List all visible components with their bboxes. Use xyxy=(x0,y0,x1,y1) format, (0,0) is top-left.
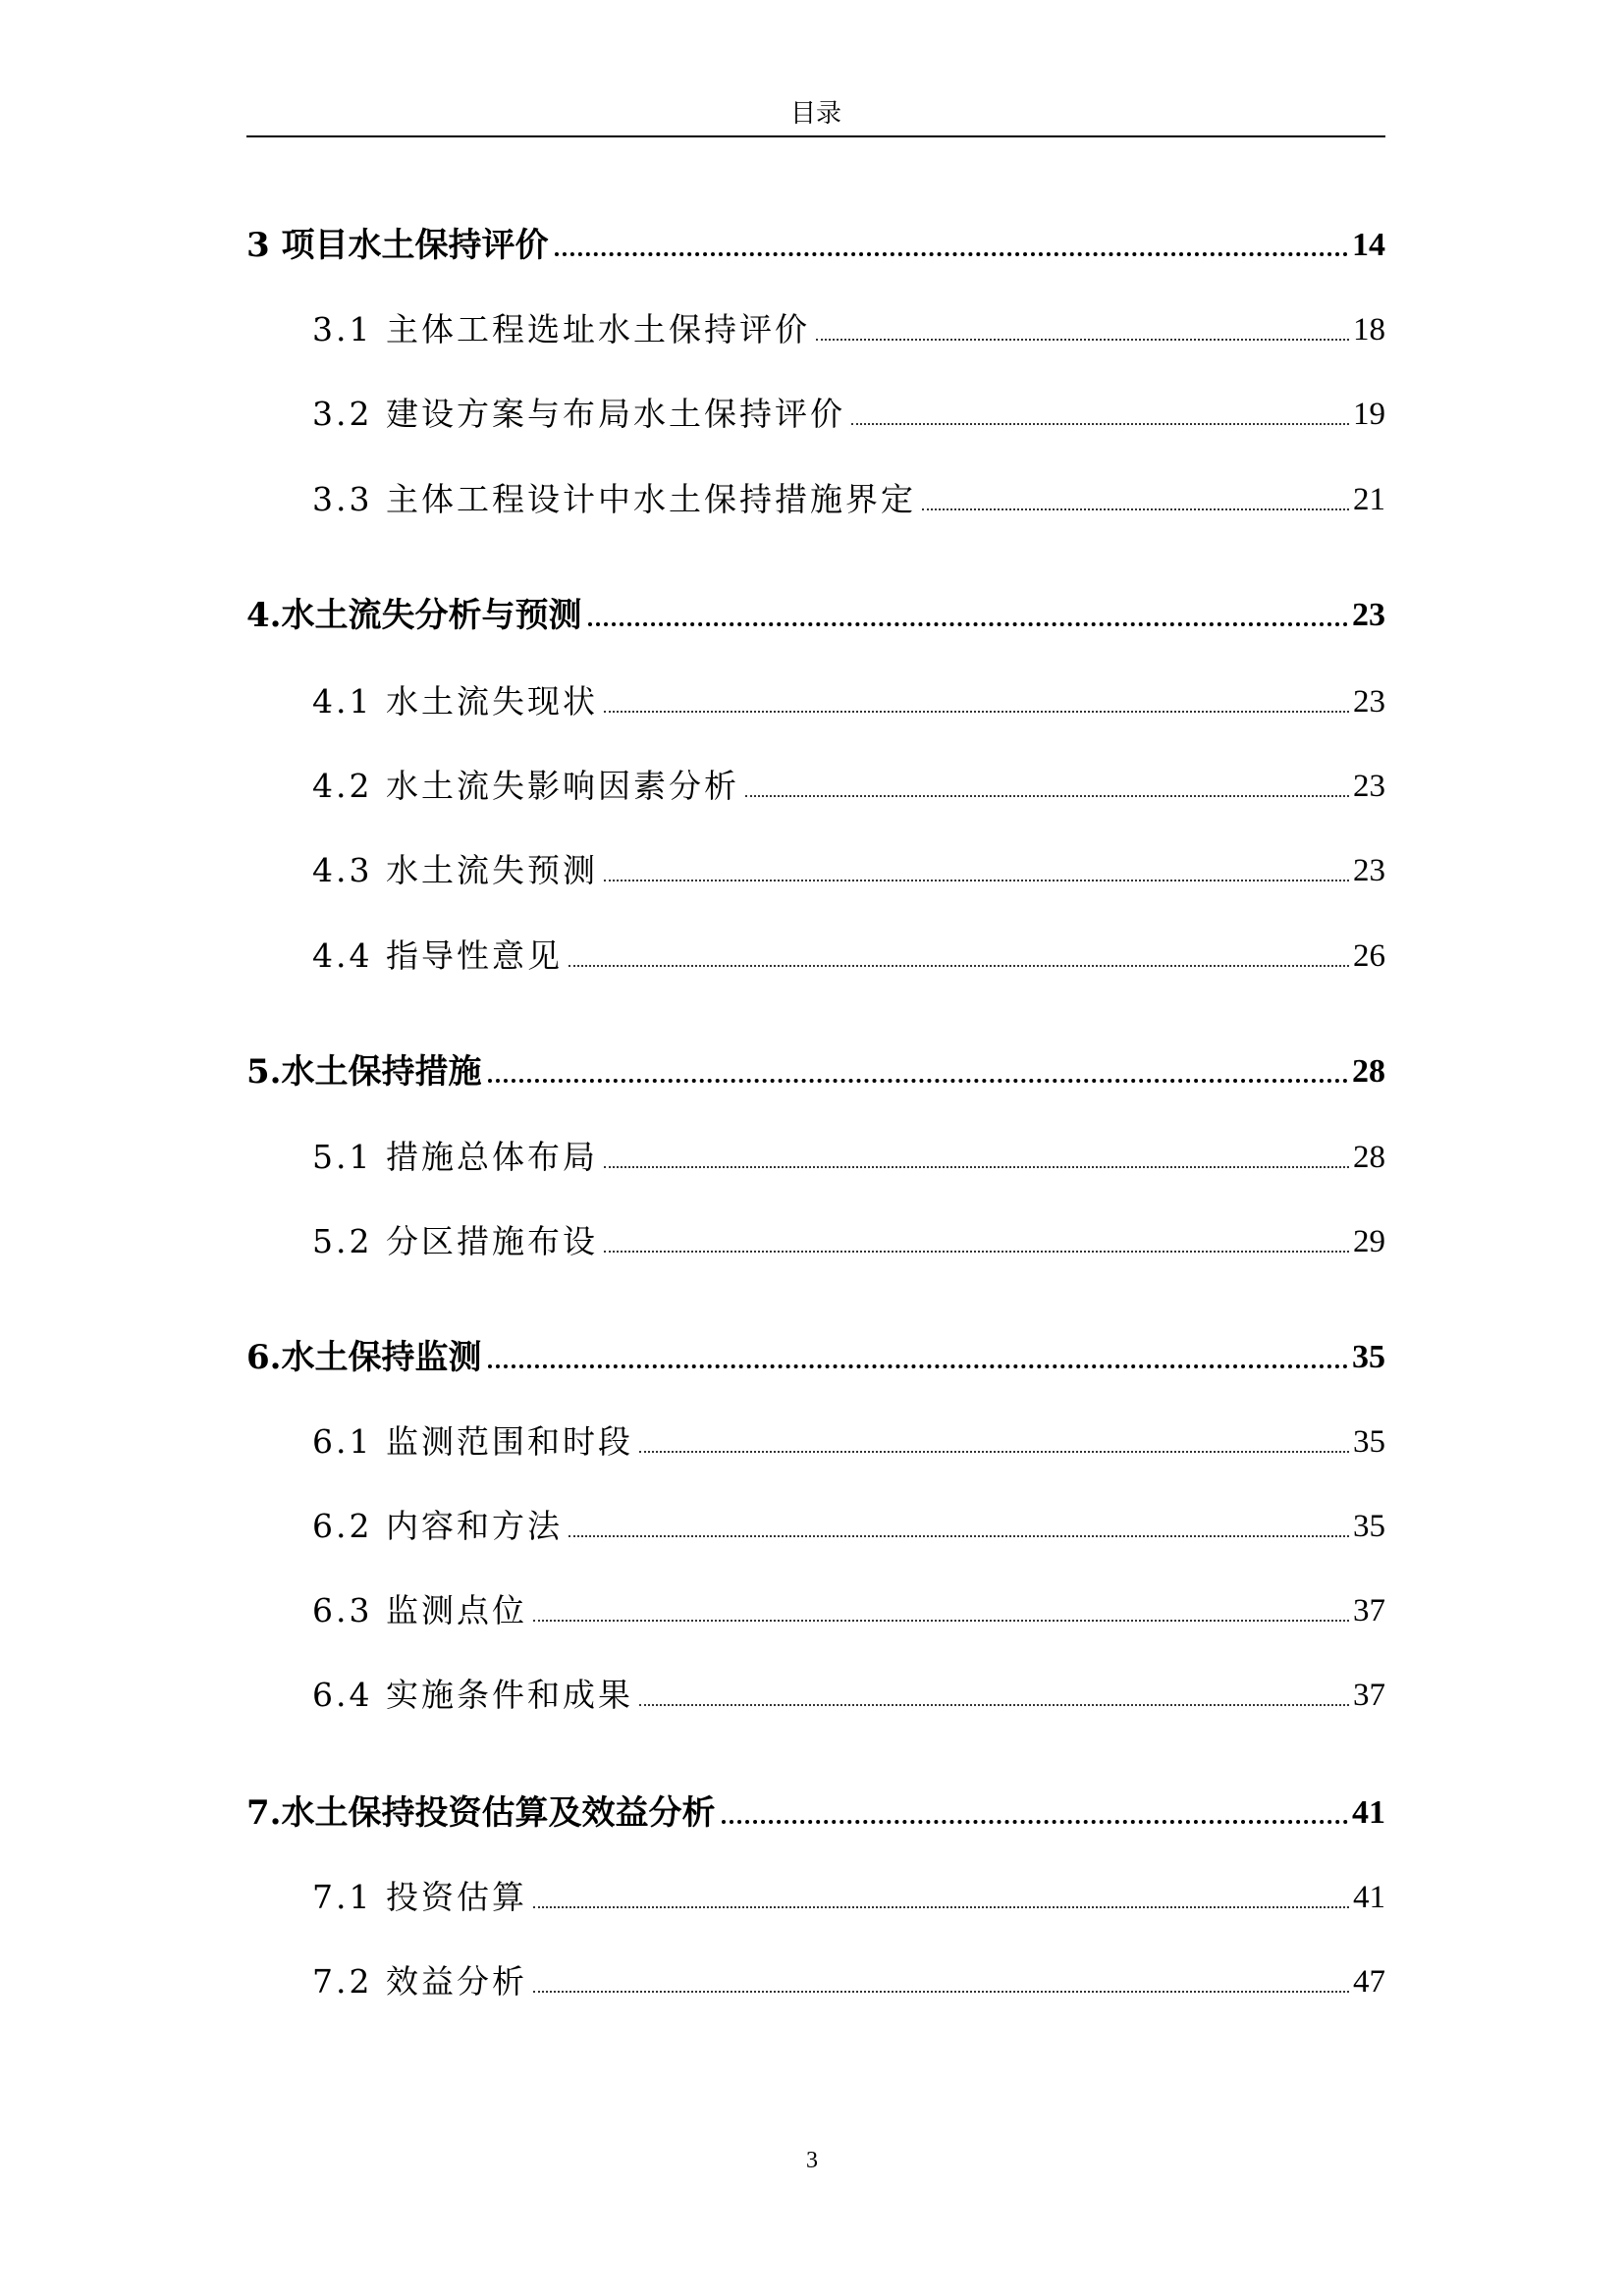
toc-entry-page-number: 23 xyxy=(1352,597,1385,633)
toc-entry-title: 6.4 实施条件和成果 xyxy=(312,1676,633,1714)
toc-entry-page-number: 41 xyxy=(1353,1880,1385,1915)
toc-entry-page-number: 35 xyxy=(1353,1424,1385,1460)
toc-dot-leader xyxy=(639,1451,1349,1453)
toc-dot-leader xyxy=(488,1079,1349,1083)
toc-entry-page-number: 28 xyxy=(1353,1140,1385,1175)
toc-entry-title: 6.2 内容和方法 xyxy=(312,1507,563,1545)
toc-section-entry[interactable] xyxy=(246,1212,1385,1261)
toc-dot-leader xyxy=(604,1166,1349,1168)
toc-entry-title: 7.2 效益分析 xyxy=(312,1962,527,2001)
toc-section-entry[interactable] xyxy=(246,470,1385,519)
toc-entry-page-number: 23 xyxy=(1353,769,1385,804)
toc-dot-leader xyxy=(588,622,1349,626)
toc-section-entry[interactable] xyxy=(246,300,1385,349)
toc-entry-title: 7.水土保持投资估算及效益分析 xyxy=(246,1793,716,1833)
toc-dot-leader xyxy=(568,1535,1349,1537)
toc-chapter-entry[interactable] xyxy=(246,1328,1385,1377)
toc-entry-page-number: 23 xyxy=(1353,853,1385,888)
toc-entry-page-number: 26 xyxy=(1353,938,1385,974)
toc-dot-leader xyxy=(533,1906,1349,1908)
toc-entry-page-number: 37 xyxy=(1353,1678,1385,1713)
toc-entry-title: 6.1 监测范围和时段 xyxy=(312,1422,633,1461)
toc-entry-page-number: 47 xyxy=(1353,1964,1385,2000)
toc-section-entry[interactable] xyxy=(246,672,1385,721)
toc-section-entry[interactable] xyxy=(246,1413,1385,1462)
toc-entry-title: 4.2 水土流失影响因素分析 xyxy=(312,767,739,805)
toc-entry-title: 4.水土流失分析与预测 xyxy=(246,596,582,635)
toc-section-entry[interactable] xyxy=(246,1666,1385,1715)
toc-entry-title: 3.2 建设方案与布局水土保持评价 xyxy=(312,395,845,433)
toc-section-entry[interactable] xyxy=(246,841,1385,890)
toc-dot-leader xyxy=(816,339,1349,341)
toc-entry-title: 4.1 水土流失现状 xyxy=(312,682,598,721)
toc-entry-page-number: 35 xyxy=(1353,1509,1385,1544)
toc-chapter-entry[interactable] xyxy=(246,216,1385,265)
toc-dot-leader xyxy=(533,1620,1349,1622)
toc-entry-title: 3 项目水土保持评价 xyxy=(246,226,549,265)
toc-entry-title: 5.1 措施总体布局 xyxy=(312,1138,598,1176)
toc-entry-title: 6.3 监测点位 xyxy=(312,1591,527,1629)
toc-chapter-entry[interactable] xyxy=(246,1784,1385,1833)
toc-entry-title: 6.水土保持监测 xyxy=(246,1338,482,1377)
page-number: 3 xyxy=(806,2148,818,2173)
toc-dot-leader xyxy=(922,508,1349,510)
header-rule xyxy=(246,135,1385,137)
running-header-title: 目录 xyxy=(789,99,841,129)
toc-entry-title: 4.4 指导性意见 xyxy=(312,936,563,975)
toc-section-entry[interactable] xyxy=(246,1868,1385,1917)
toc-chapter-entry[interactable] xyxy=(246,586,1385,635)
toc-dot-leader xyxy=(604,880,1349,881)
toc-section-entry[interactable] xyxy=(246,927,1385,976)
toc-section-entry[interactable] xyxy=(246,1952,1385,2002)
toc-entry-title: 3.1 主体工程选址水土保持评价 xyxy=(312,310,810,348)
toc-dot-leader xyxy=(745,795,1349,797)
toc-dot-leader xyxy=(722,1820,1349,1824)
toc-entry-page-number: 41 xyxy=(1352,1794,1385,1831)
toc-section-entry[interactable] xyxy=(246,757,1385,806)
toc-entry-page-number: 21 xyxy=(1353,482,1385,517)
toc-entry-page-number: 37 xyxy=(1353,1593,1385,1629)
toc-section-entry[interactable] xyxy=(246,385,1385,434)
toc-chapter-entry[interactable] xyxy=(246,1042,1385,1092)
toc-dot-leader xyxy=(533,1991,1349,1993)
toc-entry-title: 3.3 主体工程设计中水土保持措施界定 xyxy=(312,480,916,518)
toc-entry-page-number: 29 xyxy=(1353,1224,1385,1259)
toc-dot-leader xyxy=(851,423,1349,425)
toc-section-entry[interactable] xyxy=(246,1581,1385,1630)
toc-dot-leader xyxy=(604,1251,1349,1253)
toc-entry-page-number: 35 xyxy=(1352,1339,1385,1375)
toc-entry-title: 7.1 投资估算 xyxy=(312,1878,527,1916)
toc-entry-title: 5.水土保持措施 xyxy=(246,1052,482,1092)
toc-dot-leader xyxy=(488,1364,1349,1368)
toc-entry-page-number: 19 xyxy=(1353,397,1385,432)
toc-dot-leader xyxy=(555,252,1349,256)
toc-entry-page-number: 23 xyxy=(1353,684,1385,720)
toc-dot-leader xyxy=(639,1704,1349,1706)
toc-entry-title: 4.3 水土流失预测 xyxy=(312,851,598,889)
toc-section-entry[interactable] xyxy=(246,1497,1385,1546)
toc-entry-page-number: 28 xyxy=(1352,1053,1385,1090)
toc-entry-page-number: 14 xyxy=(1352,227,1385,263)
toc-entry-title: 5.2 分区措施布设 xyxy=(312,1222,598,1260)
toc-entry-page-number: 18 xyxy=(1353,312,1385,347)
toc-dot-leader xyxy=(604,711,1349,713)
toc-section-entry[interactable] xyxy=(246,1128,1385,1177)
toc-dot-leader xyxy=(568,965,1349,967)
